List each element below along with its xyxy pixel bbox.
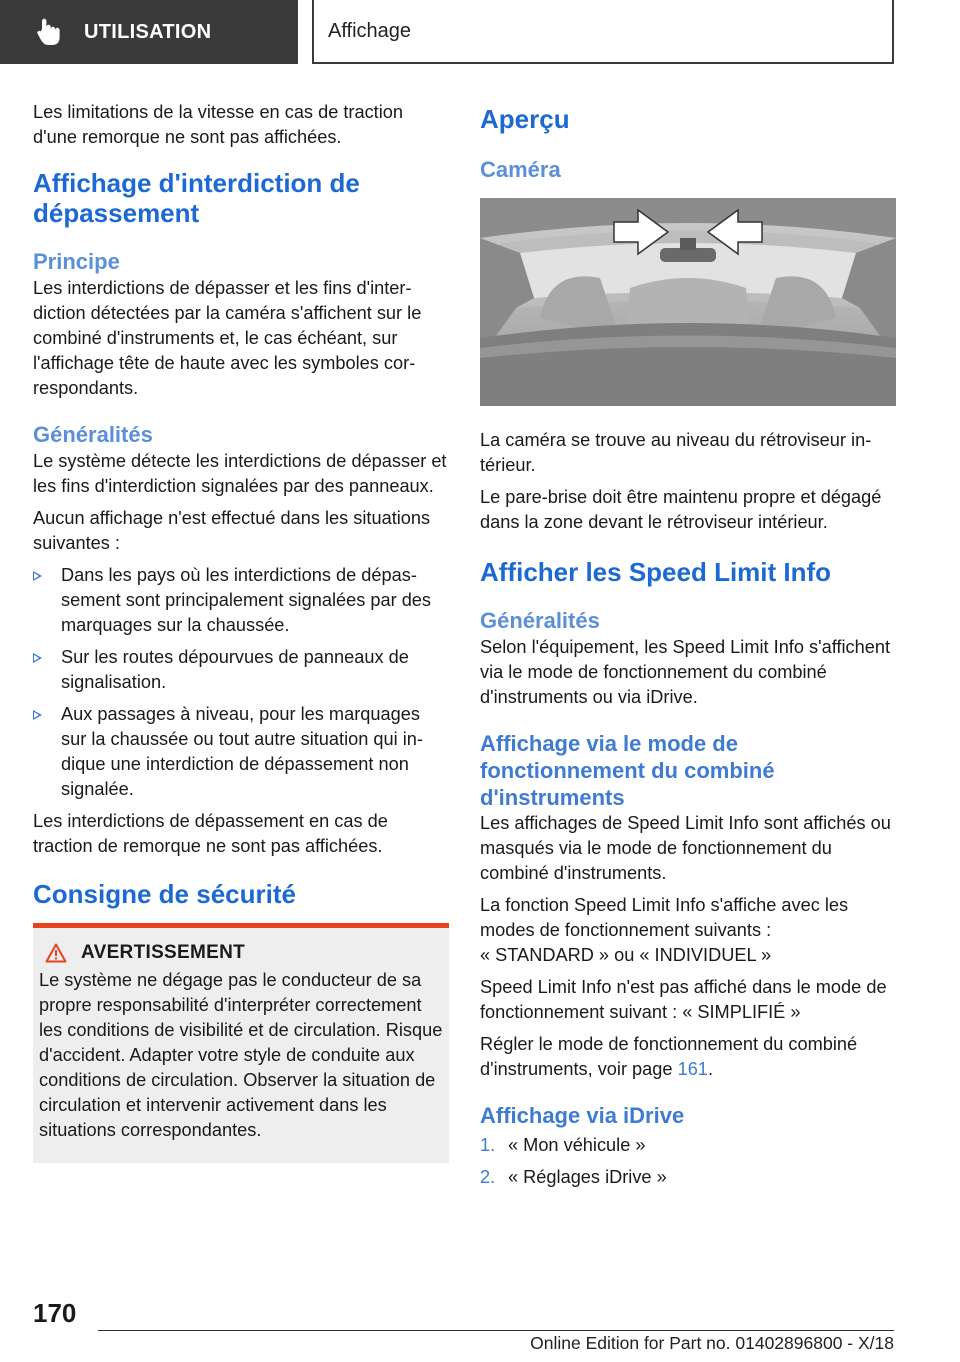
list-item: 2. « Réglages iDrive » [480, 1167, 667, 1187]
heading-principe: Principe [33, 249, 120, 274]
chapter-title-box [312, 0, 894, 64]
heading-consigne: Consigne de sécurité [33, 879, 296, 909]
mode-paragraph-4: Régler le mode de fonctionnement du combiné d'instruments, voir page 161. [480, 1034, 858, 1079]
camera-paragraph-2: Le pare-brise doit être maintenu propre et dégagé dans la zone devant le rétroviseur intérieur. [480, 487, 882, 532]
page-reference-link[interactable]: 161 [677, 1059, 708, 1079]
list-item: 1. « Mon véhicule » [480, 1135, 646, 1155]
footer-divider [98, 1330, 894, 1331]
page-number: 170 [33, 1298, 77, 1328]
warning-triangle-icon [45, 943, 67, 963]
edition-footer: Online Edition for Part no. 01402896800 - X/18 [530, 1333, 894, 1353]
generalites-2-paragraph: Selon l'équipement, les Speed Limit Info s'affichent via le mode de fonctionnement du combiné d'instruments ou via iDrive. [480, 637, 891, 707]
heading-idrive: Affichage via iDrive [480, 1103, 685, 1128]
idrive-steps [480, 1133, 896, 1190]
hand-pointer-icon [36, 17, 64, 47]
chapter-title: Affichage [328, 19, 412, 42]
mode-paragraph-2: La fonction Speed Limit Info s'affiche avec les modes de fonctionnement suivants : « STANDARD » ou « INDIVIDUEL » [480, 895, 849, 965]
principe-paragraph: Les interdictions de dépasser et les fins d'interdiction détectées par la caméra s'affichent sur le combiné d'instruments et, le cas échéant, sur l'affichage tête de haute avec les symboles correspondants. [33, 278, 422, 398]
section-tab [0, 0, 298, 64]
left-column [33, 100, 449, 1163]
mode-paragraph-3: Speed Limit Info n'est pas affiché dans le mode de fonctionnement suivant : « SIMPLIFIÉ » [480, 977, 887, 1022]
camera-location-photo [480, 198, 896, 406]
aucun-paragraph: Aucun affichage n'est effectué dans les situations suivantes : [33, 508, 431, 553]
generalites-paragraph: Le système détecte les interdictions de dépasser et les fins d'interdiction signalées par des panneaux. [33, 451, 447, 496]
warning-box [33, 923, 449, 1163]
heading-speed-limit: Afficher les Speed Limit Info [480, 557, 832, 587]
right-column [480, 100, 896, 1197]
mode-paragraph-1: Les affichages de Speed Limit Info sont affichés ou masqués via le mode de fonctionnement du combiné d'instruments. [480, 813, 891, 883]
heading-interdiction: Affichage d'interdiction de dépassement [33, 168, 360, 228]
heading-mode-combine: Affichage via le mode de fonctionnement du combiné d'instruments [480, 731, 775, 810]
triangle-bullet-icon [33, 571, 42, 581]
triangle-bullet-icon [33, 653, 42, 663]
heading-generalites-2: Généralités [480, 608, 600, 633]
heading-camera: Caméra [480, 157, 561, 182]
section-label: UTILISATION [84, 20, 212, 43]
list-item: Aux passages à niveau, pour les marquages sur la chaussée ou tout autre situation qui indique une interdiction de dépassement non signalée. [33, 702, 449, 802]
heading-generalites: Généralités [33, 422, 153, 447]
list-item: Dans les pays où les interdictions de dépassement sont principalement signalées par des marquages sur la chaussée. [33, 563, 449, 638]
warning-text: Le système ne dégage pas le conducteur de sa propre responsabilité d'interpréter correctement les conditions de visibilité et de circulation. Risque d'accident. Adapter votre style de conduite aux conditions de circulation. Observer la situation de circulation et intervenir activement dans les situations correspondantes. [39, 970, 443, 1140]
warning-label: AVERTISSEMENT [81, 942, 246, 963]
triangle-bullet-icon [33, 710, 42, 720]
warning-header [45, 942, 443, 964]
remorque-paragraph: Les interdictions de dépassement en cas de traction de remorque ne sont pas affichées. [33, 811, 388, 856]
situations-list [33, 563, 449, 802]
list-item: Sur les routes dépourvues de panneaux de signalisation. [33, 645, 449, 695]
intro-paragraph: Les limitations de la vitesse en cas de traction d'une remorque ne sont pas affichées. [33, 102, 404, 147]
camera-paragraph-1: La caméra se trouve au niveau du rétroviseur intérieur. [480, 430, 872, 475]
heading-apercu: Aperçu [480, 104, 570, 134]
